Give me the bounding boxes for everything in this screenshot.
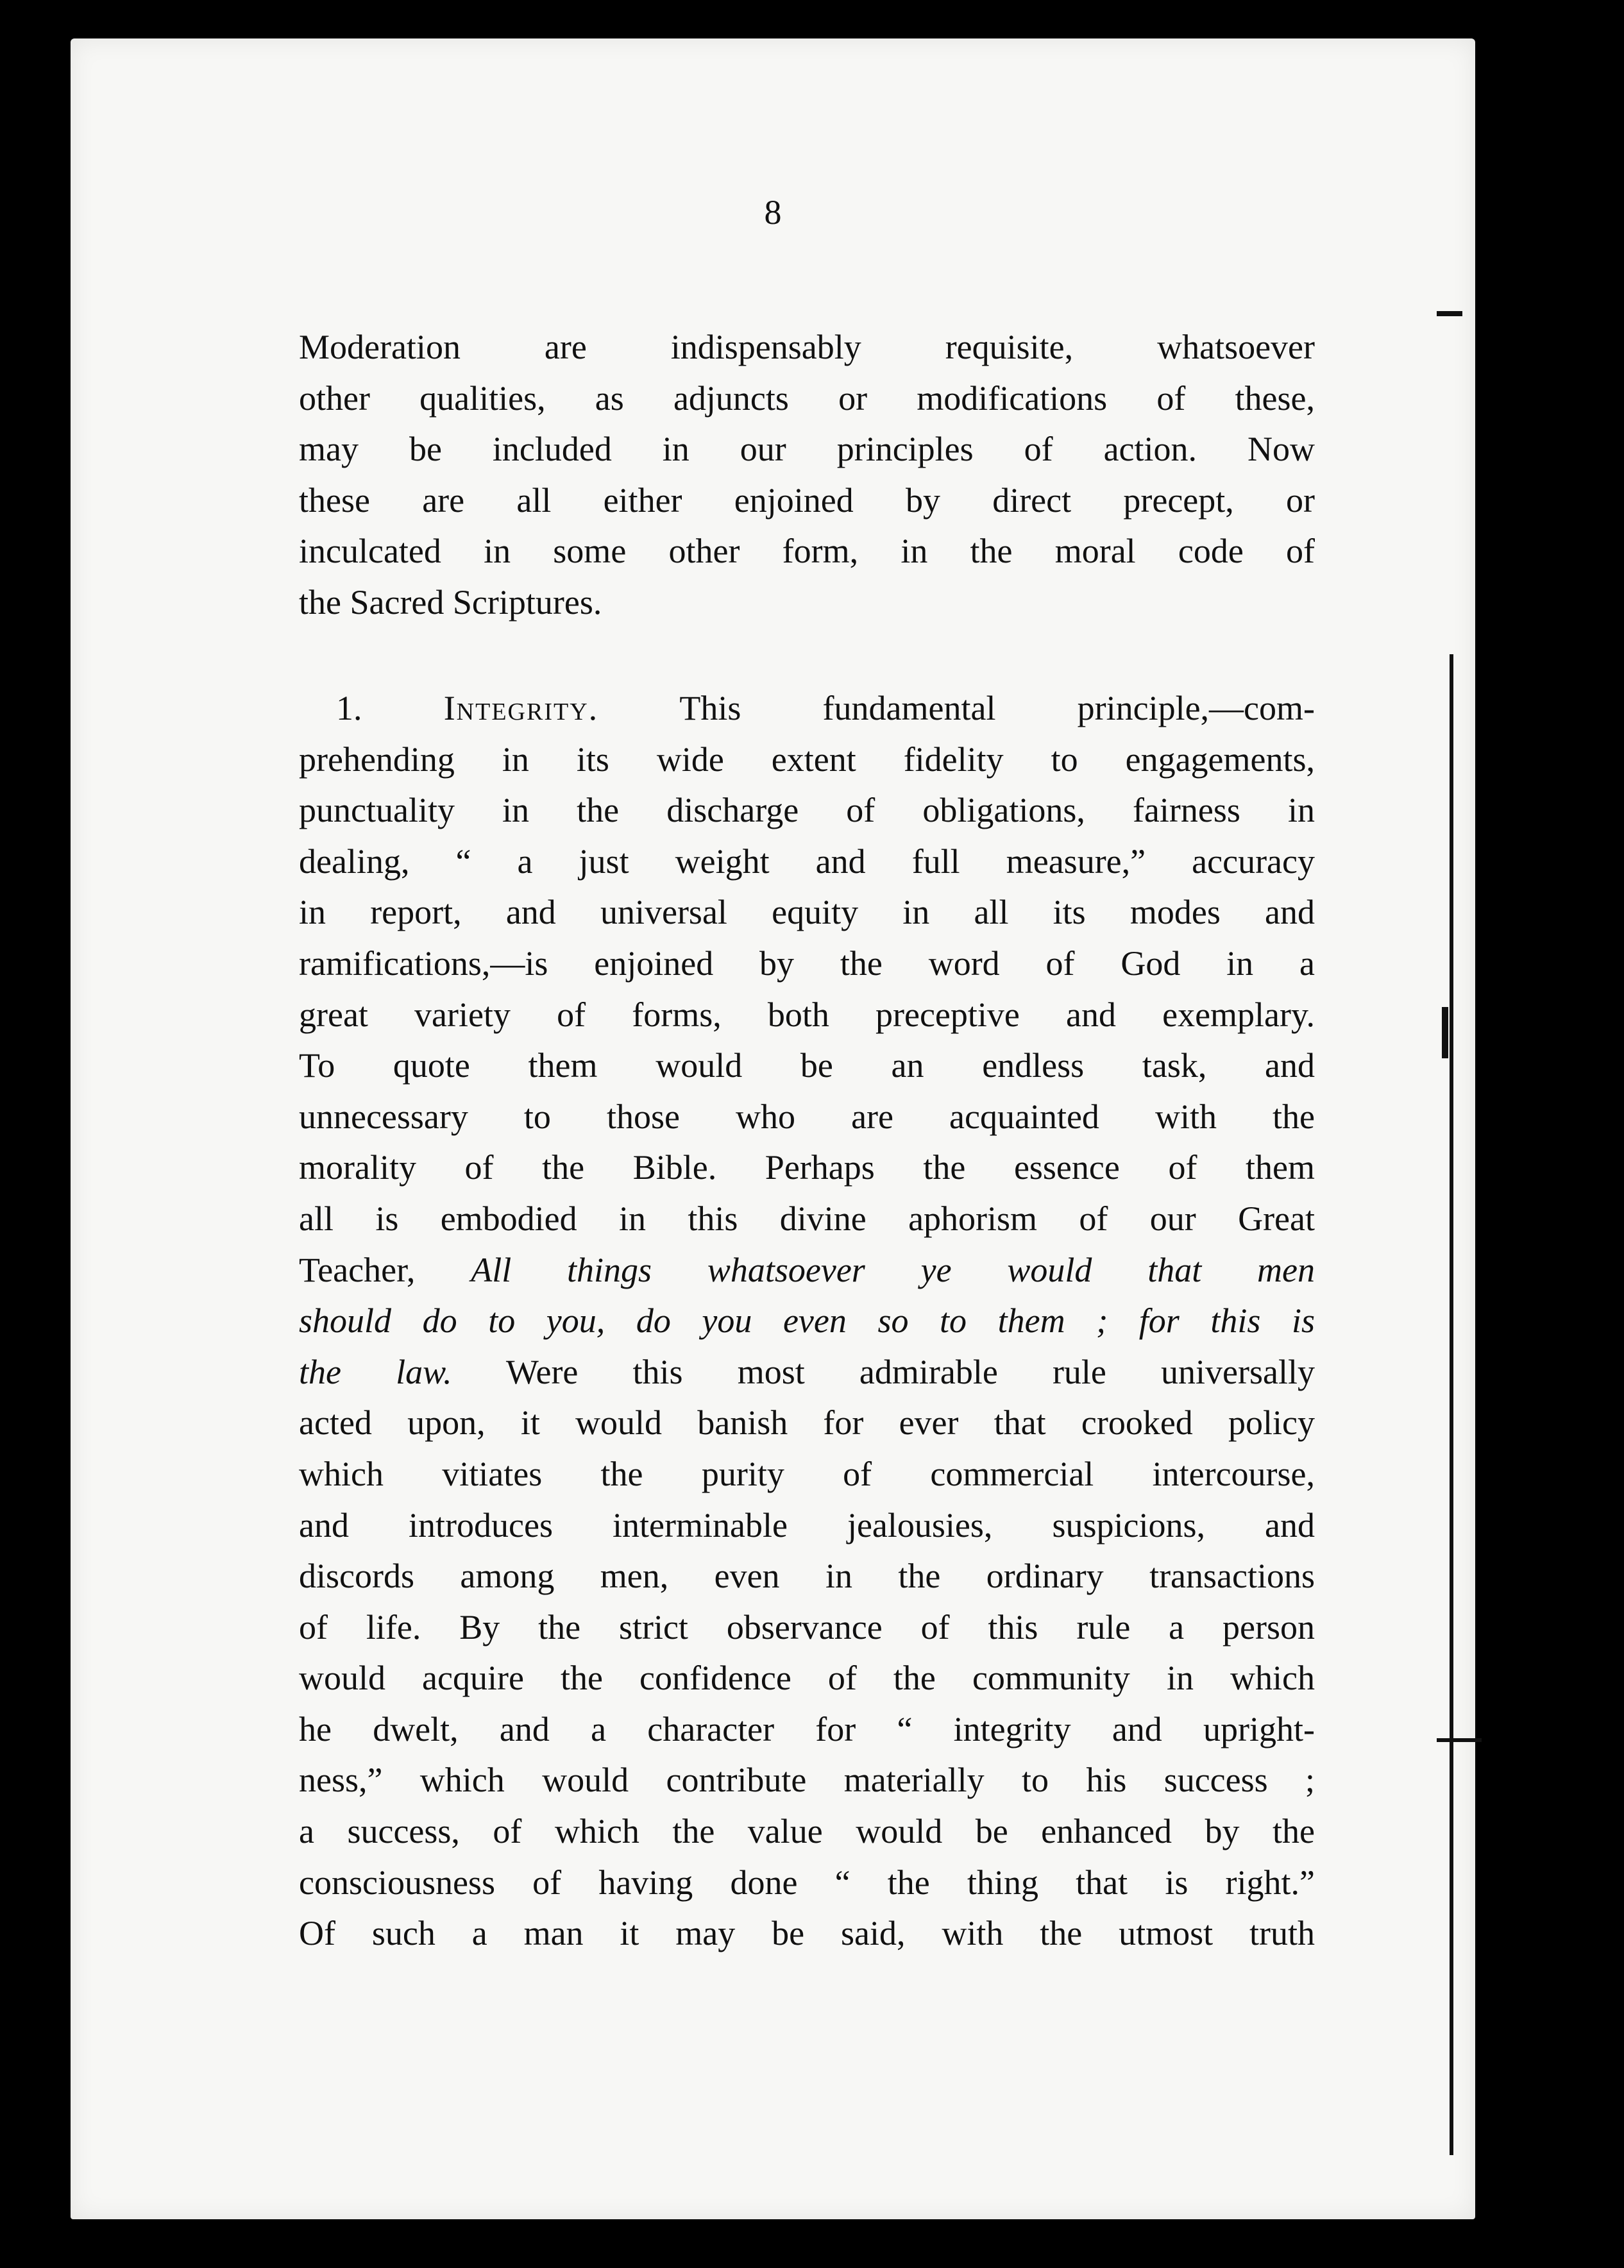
text-line: the Sacred Scriptures. — [299, 582, 602, 622]
text-line: acted upon, it would banish for ever that crooked policy — [299, 1403, 1315, 1443]
text-line: unnecessary to those who are acquainted with the — [299, 1097, 1315, 1136]
text-line: morality of the Bible. Perhaps the essence of them — [299, 1148, 1315, 1187]
text-line: in report, and universal equity in all its modes and — [299, 893, 1315, 932]
book-page — [71, 38, 1475, 2219]
paragraph-moderation — [299, 322, 1315, 629]
text-line: punctuality in the discharge of obligations, fairness in — [299, 791, 1315, 830]
text-line: consciousness of having done “ the thing that is right.” — [299, 1863, 1315, 1902]
scripture-quote: All things whatsoever ye would that men — [471, 1250, 1315, 1289]
binding-mark — [1437, 1738, 1482, 1742]
text-line: which vitiates the purity of commercial intercourse, — [299, 1454, 1315, 1493]
section-heading: Integrity. — [443, 689, 599, 727]
text-line: inculcated in some other form, in the moral code of — [299, 532, 1315, 571]
section-heading-line — [299, 683, 1315, 734]
paragraph-integrity — [299, 683, 1315, 1959]
text-line: would acquire the confidence of the community in which — [299, 1659, 1315, 1698]
scripture-quote: the law. — [299, 1352, 452, 1391]
text-line: great variety of forms, both preceptive and exemplary. — [299, 995, 1315, 1034]
section-number: 1. — [336, 689, 362, 727]
text-line: dealing, “ a just weight and full measure,” accuracy — [299, 842, 1315, 881]
text-fragment: Teacher, — [299, 1250, 416, 1289]
page-number: 8 — [764, 193, 782, 232]
text-line — [299, 1245, 1315, 1296]
text-line — [299, 1296, 1315, 1347]
text-line: Of such a man it may be said, with the utmost truth — [299, 1914, 1315, 1953]
text-line: a success, of which the value would be enhanced by the — [299, 1812, 1315, 1851]
text-line: other qualities, as adjuncts or modifications of these, — [299, 378, 1315, 418]
text-fragment: Were this most admirable rule universally — [505, 1352, 1315, 1391]
text-line: of life. By the strict observance of this rule a person — [299, 1607, 1315, 1646]
text-fragment: This fundamental principle,—com- — [679, 689, 1315, 727]
text-line: prehending in its wide extent fidelity to engagements, — [299, 740, 1315, 779]
binding-mark — [1442, 1007, 1448, 1058]
binding-mark — [1437, 311, 1462, 316]
scripture-quote: should do to you, do you even so to them ; for this is — [299, 1301, 1315, 1341]
text-line: all is embodied in this divine aphorism of our Great — [299, 1199, 1315, 1238]
text-line: To quote them would be an endless task, and — [299, 1046, 1315, 1085]
text-line: discords among men, even in the ordinary transactions — [299, 1557, 1315, 1596]
text-line — [299, 1347, 1315, 1398]
text-line: and introduces interminable jealousies, suspicions, and — [299, 1505, 1315, 1544]
text-line: may be included in our principles of action. Now — [299, 430, 1315, 469]
text-line: ness,” which would contribute materially to his success ; — [299, 1761, 1315, 1800]
text-line: these are all either enjoined by direct precept, or — [299, 480, 1315, 520]
binding-gutter-line — [1450, 654, 1453, 2155]
text-line: ramifications,—is enjoined by the word of God in a — [299, 944, 1315, 983]
text-line: Moderation are indispensably requisite, whatsoever — [299, 328, 1315, 366]
text-line: he dwelt, and a character for “ integrity and upright- — [299, 1709, 1315, 1748]
